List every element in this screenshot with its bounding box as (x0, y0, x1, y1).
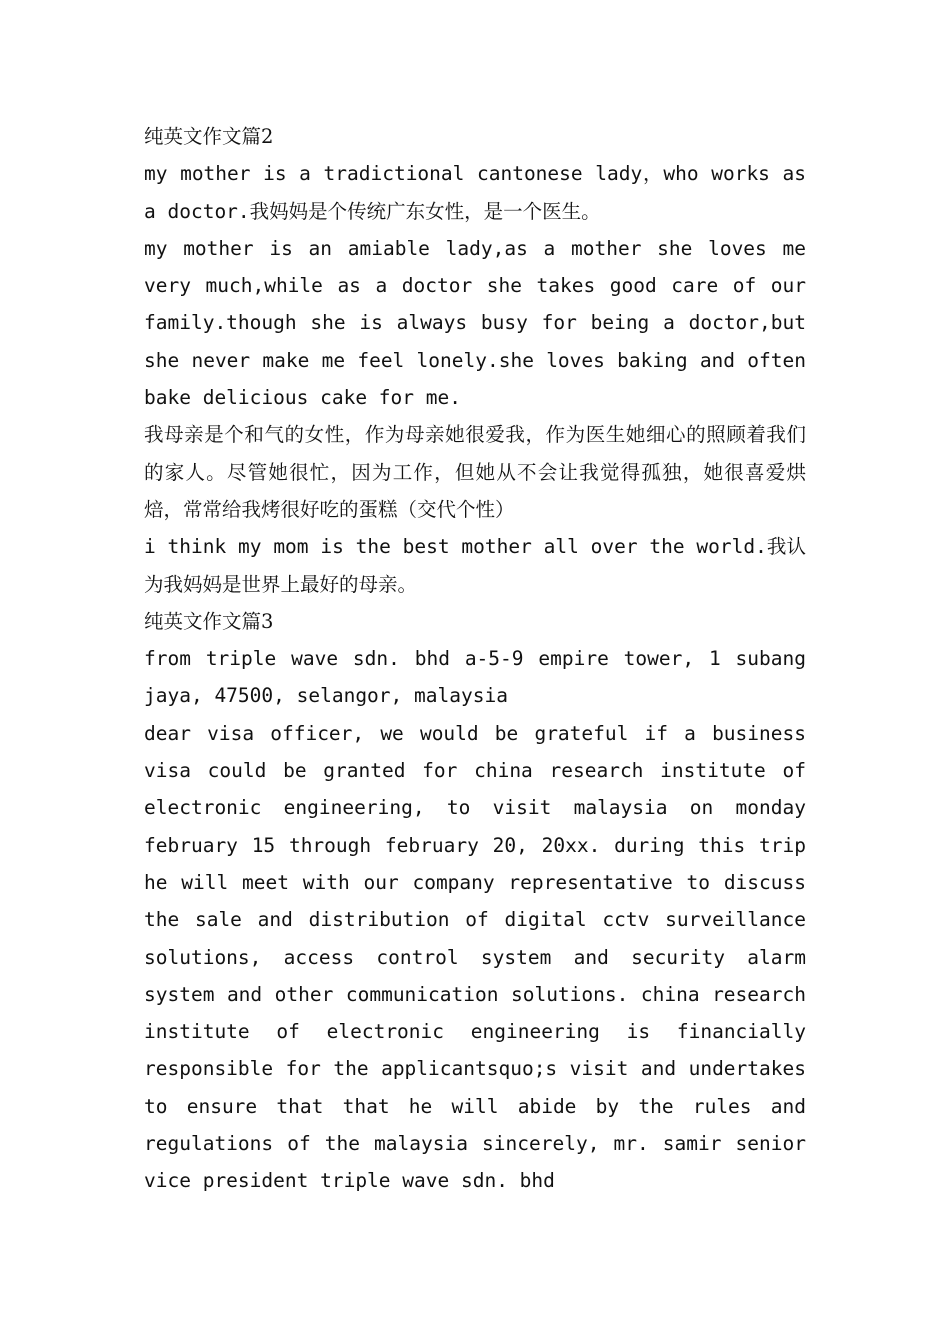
paragraph: from triple wave sdn. bhd a-5-9 empire tower, 1 subang jaya, 47500, selangor, malaysia (144, 647, 806, 708)
paragraph: i think my mom is the best mother all over the world.我认为我妈妈是世界上最好的母亲。 (144, 535, 806, 596)
document-body (144, 118, 806, 1200)
section-essay-3 (144, 603, 806, 1200)
paragraph: my mother is a tradictional cantonese lady，who works as a doctor.我妈妈是个传统广东女性，是一个医生。 (144, 162, 806, 223)
section-essay-2 (144, 118, 806, 603)
section-heading: 纯英文作文篇3 (144, 609, 274, 633)
paragraph: dear visa officer, we would be grateful if a business visa could be granted for china research institute of electronic engineering, to visit malaysia on monday february 15 through february 20, 20xx. during this trip he will meet with our company representative to discuss the sale and distribution of digital cctv surveillance solutions, access control system and security alarm system and other communication solutions. china research institute of electronic engineering is financially responsible for the applicantsquo;s visit and undertakes to ensure that that he will abide by the rules and regulations of the malaysia sincerely, mr. samir senior vice president triple wave sdn. bhd (144, 721, 806, 1193)
paragraph: my mother is an amiable lady,as a mother she loves me very much,while as a doctor she takes good care of our family.though she is always busy for being a doctor,but she never make me feel lonely.she loves baking and often bake delicious cake for me. (144, 236, 806, 410)
paragraph: 我母亲是个和气的女性，作为母亲她很爱我，作为医生她细心的照顾着我们的家人。尽管她很忙，因为工作，但她从不会让我觉得孤独，她很喜爱烘焙，常常给我烤很好吃的蛋糕（交代个性） (144, 423, 806, 521)
section-heading: 纯英文作文篇2 (144, 125, 274, 148)
